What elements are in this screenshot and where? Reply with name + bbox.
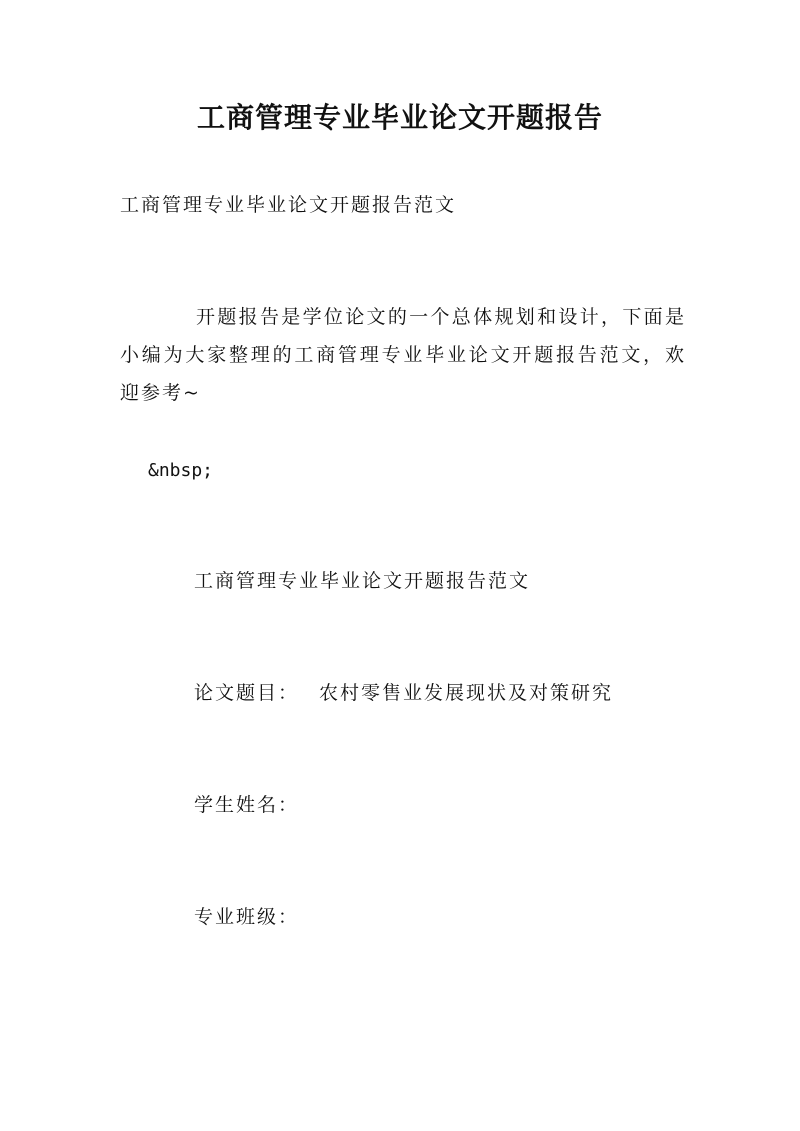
document-subtitle: 工商管理专业毕业论文开题报告范文 <box>120 194 457 216</box>
thesis-topic-field <box>194 674 613 712</box>
nbsp-text: &nbsp; <box>148 460 214 481</box>
student-name-label: 学生姓名： <box>194 794 300 816</box>
document-title: 工商管理专业毕业论文开题报告 <box>196 101 603 134</box>
class-field <box>194 898 299 936</box>
class-label: 专业班级： <box>194 906 300 928</box>
student-name-field <box>194 786 299 824</box>
thesis-topic-label: 论文题目： <box>194 682 300 704</box>
intro-paragraph: 开题报告是学位论文的一个总体规划和设计，下面是小编为大家整理的工商管理专业毕业论文开题报告范文，欢迎参考~ <box>120 306 686 404</box>
section-title: 工商管理专业毕业论文开题报告范文 <box>194 570 531 592</box>
thesis-topic-value: 农村零售业发展现状及对策研究 <box>319 682 614 704</box>
